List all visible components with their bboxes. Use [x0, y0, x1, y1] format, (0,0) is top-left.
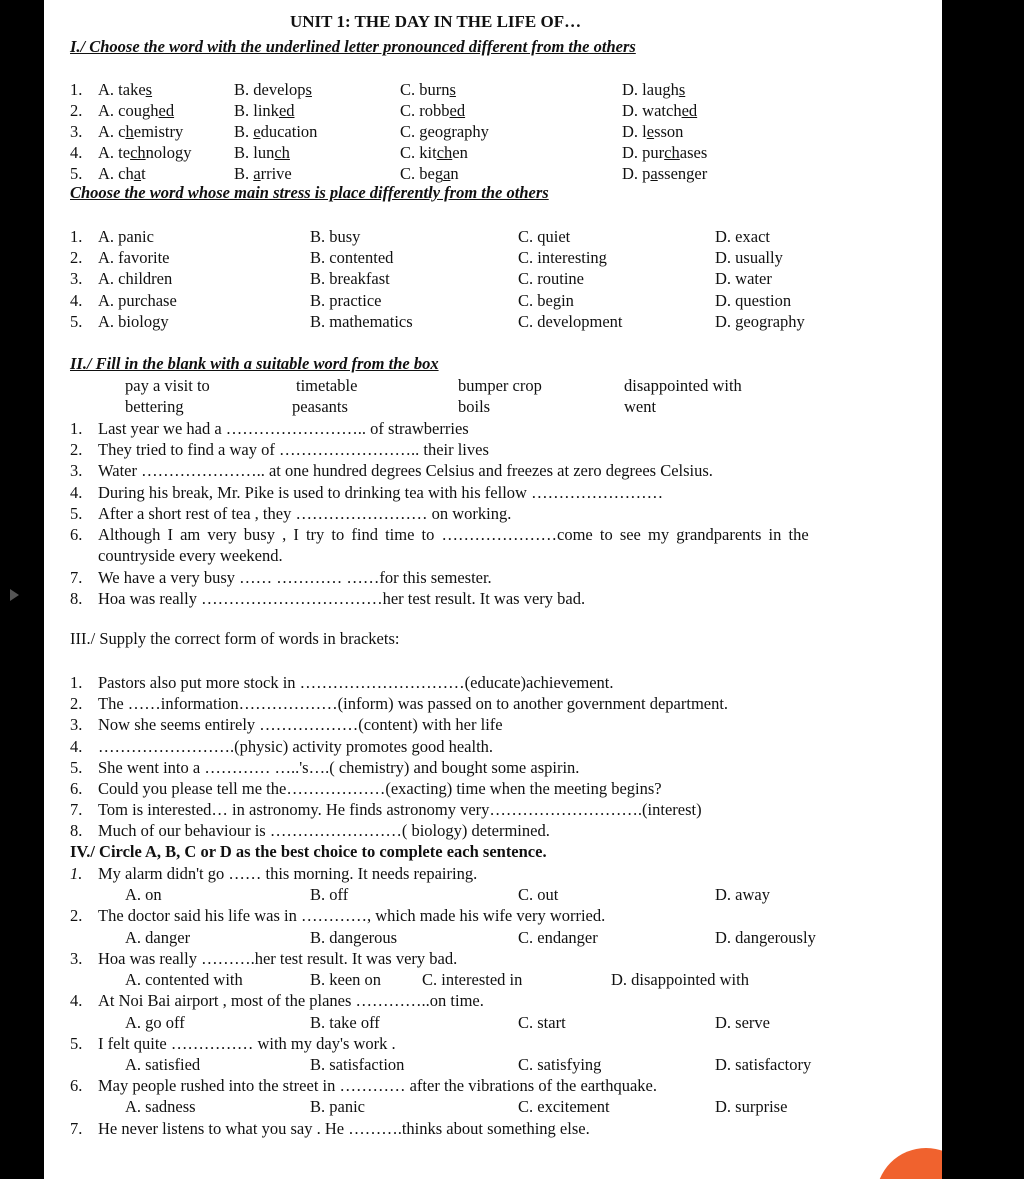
underlined-letters: ch [664, 143, 680, 162]
option-d: D. satisfactory [715, 1055, 812, 1074]
option-a: A. favorite [98, 248, 170, 267]
option-d [622, 122, 683, 142]
option-d [622, 164, 707, 184]
question-number: 8. [70, 821, 83, 840]
option-d: D. water [715, 269, 772, 288]
question-number: 2. [70, 101, 83, 120]
option-text: ases [679, 143, 708, 162]
question-text: Could you please tell me the………………(exacting) time when the meeting begins? [98, 779, 662, 798]
section5-heading: IV./ Circle A, B, C or D as the best choice to complete each sentence. [70, 842, 547, 861]
question-text: Water ………………….. at one hundred degrees Celsius and freezes at zero degrees Celsius. [98, 461, 713, 480]
option-text: ssenger [657, 164, 708, 183]
question-number: 2. [70, 694, 83, 713]
play-icon[interactable] [10, 589, 19, 601]
option-c: C. interested in [422, 970, 523, 989]
question-number: 1. [70, 419, 83, 438]
option-c: C. begin [518, 291, 574, 310]
underlined-letters: ch [274, 143, 290, 162]
option-c [400, 101, 465, 121]
underlined-letters: ed [449, 101, 466, 120]
option-c: C. out [518, 885, 559, 904]
question-number: 5. [70, 1034, 83, 1053]
box-word: disappointed with [624, 376, 742, 395]
option-text: B. [234, 164, 254, 183]
option-a: A. panic [98, 227, 154, 246]
box-word: peasants [292, 397, 348, 416]
question-number: 4. [70, 991, 83, 1010]
option-b: B. mathematics [310, 312, 413, 331]
option-b [234, 143, 290, 163]
option-b: B. practice [310, 291, 382, 310]
question-text: At Noi Bai airport , most of the planes …………..on time. [98, 991, 484, 1010]
question-number: 4. [70, 483, 83, 502]
option-d: D. usually [715, 248, 783, 267]
underlined-letters: g [419, 122, 428, 141]
question-number: 4. [70, 143, 83, 162]
option-b: B. breakfast [310, 269, 390, 288]
question-number: 6. [70, 1076, 83, 1095]
option-text: C. burn [400, 80, 450, 99]
option-text: A. ch [98, 164, 134, 183]
worksheet-page [44, 0, 942, 1179]
question-text: Hoa was really ……………………………her test result. It was very bad. [98, 589, 586, 608]
option-text: A. c [98, 122, 126, 141]
option-text: t [141, 164, 146, 183]
option-b: B. panic [310, 1097, 365, 1116]
underlined-letters: e [253, 122, 261, 141]
option-text: A. te [98, 143, 131, 162]
option-a: A. purchase [98, 291, 177, 310]
option-d: D. disappointed with [611, 970, 749, 989]
option-text: C. kit [400, 143, 437, 162]
question-number: 3. [70, 122, 83, 141]
option-c: C. endanger [518, 928, 598, 947]
question-text: The ……information………………(inform) was passed on to another government department. [98, 694, 729, 713]
option-a: A. contented with [125, 970, 243, 989]
underlined-letters: a [253, 164, 261, 183]
box-word: boils [458, 397, 491, 416]
question-number: 8. [70, 589, 83, 608]
question-text: She went into a ………… …..'s….( chemistry) and bought some aspirin. [98, 758, 580, 777]
option-d: D. away [715, 885, 770, 904]
page-title: UNIT 1: THE DAY IN THE LIFE OF… [290, 12, 582, 31]
section3-heading: II./ Fill in the blank with a suitable word from the box [70, 354, 439, 373]
option-b [234, 80, 312, 100]
option-c: C. routine [518, 269, 584, 288]
option-c: C. start [518, 1013, 566, 1032]
question-number: 1. [70, 864, 83, 883]
option-c: C. quiet [518, 227, 571, 246]
option-c: C. excitement [518, 1097, 610, 1116]
option-a [98, 143, 192, 163]
question-number: 4. [70, 291, 83, 310]
box-word: went [624, 397, 657, 416]
option-b: B. dangerous [310, 928, 398, 947]
box-word: pay a visit to [125, 376, 210, 395]
question-text: Now she seems entirely ………………(content) with her life [98, 715, 503, 734]
question-text: May people rushed into the street in ………… after the vibrations of the earthquake. [98, 1076, 658, 1095]
question-number: 6. [70, 779, 83, 798]
option-text: en [452, 143, 468, 162]
question-number: 2. [70, 248, 83, 267]
section1-heading: I./ Choose the word with the underlined letter pronounced different from the others [70, 37, 636, 56]
option-a: A. go off [125, 1013, 185, 1032]
question-number: 6. [70, 525, 83, 544]
option-b [234, 164, 292, 184]
option-a: A. biology [98, 312, 169, 331]
option-d: D. serve [715, 1013, 770, 1032]
option-d: D. surprise [715, 1097, 788, 1116]
option-text: A. take [98, 80, 146, 99]
underlined-letters: s [305, 80, 312, 99]
question-text: Hoa was really ……….her test result. It was very bad. [98, 949, 458, 968]
question-number: 4. [70, 737, 83, 756]
underlined-letters: e [646, 122, 655, 141]
option-text: n [450, 164, 459, 183]
question-text: …………………….(physic) activity promotes good health. [98, 737, 494, 756]
option-a: A. satisfied [125, 1055, 201, 1074]
underlined-letters: s [145, 80, 153, 99]
option-a: A. children [98, 269, 173, 288]
underlined-letters: ed [158, 101, 175, 120]
question-text: We have a very busy …… ………… ……for this semester. [98, 568, 492, 587]
option-text: nology [145, 143, 192, 162]
option-c [400, 143, 468, 163]
option-text: A. cough [98, 101, 159, 120]
question-number: 1. [70, 80, 83, 99]
question-number: 2. [70, 440, 83, 459]
option-a: A. danger [125, 928, 191, 947]
underlined-letters: a [443, 164, 451, 183]
underlined-letters: ed [681, 101, 698, 120]
option-b: B. satisfaction [310, 1055, 405, 1074]
box-word: timetable [296, 376, 358, 395]
question-text: Last year we had a …………………….. of strawberries [98, 419, 469, 438]
option-text: D. pur [622, 143, 665, 162]
underlined-letters: ch [130, 143, 146, 162]
option-text: C. robb [400, 101, 450, 120]
question-text: He never listens to what you say . He ……….thinks about something else. [98, 1119, 590, 1138]
option-text: D. l [622, 122, 647, 141]
option-d: D. geography [715, 312, 805, 331]
option-c: C. satisfying [518, 1055, 602, 1074]
option-text: B. link [234, 101, 279, 120]
question-text: My alarm didn't go …… this morning. It needs repairing. [98, 864, 478, 883]
question-text: Tom is interested… in astronomy. He finds astronomy very……………………….(interest) [98, 800, 702, 819]
underlined-letters: a [133, 164, 142, 183]
question-number: 7. [70, 1119, 83, 1138]
option-text: ducation [260, 122, 318, 141]
section2-heading: Choose the word whose main stress is place differently from the others [70, 183, 549, 202]
question-number: 7. [70, 800, 83, 819]
question-number: 2. [70, 906, 83, 925]
question-number: 5. [70, 312, 83, 331]
underlined-letters: h [125, 122, 134, 141]
question-text: I felt quite …………… with my day's work . [98, 1034, 396, 1053]
question-number: 3. [70, 269, 83, 288]
question-text: During his break, Mr. Pike is used to drinking tea with his fellow …………………… [98, 483, 664, 502]
question-number: 3. [70, 949, 83, 968]
option-a: A. on [125, 885, 162, 904]
option-text: D. laugh [622, 80, 679, 99]
option-text: rrive [260, 164, 292, 183]
question-number: 7. [70, 568, 83, 587]
option-text: C. beg [400, 164, 444, 183]
question-number: 5. [70, 758, 83, 777]
option-d: D. exact [715, 227, 770, 246]
option-b: B. take off [310, 1013, 380, 1032]
option-a [98, 101, 174, 121]
option-d [622, 80, 685, 100]
question-text: Pastors also put more stock in …………………………(educate)achievement. [98, 673, 614, 692]
underlined-letters: ed [278, 101, 295, 120]
corner-decoration [876, 1148, 942, 1179]
option-a: A. sadness [125, 1097, 196, 1116]
option-text: sson [654, 122, 684, 141]
option-text: emistry [133, 122, 184, 141]
option-b: B. busy [310, 227, 361, 246]
question-number: 5. [70, 504, 83, 523]
option-c: C. interesting [518, 248, 607, 267]
question-number: 1. [70, 227, 83, 246]
question-text: countryside every weekend. [98, 546, 283, 565]
question-text: After a short rest of tea , they …………………… on working. [98, 504, 512, 523]
underlined-letters: ch [436, 143, 453, 162]
option-b [234, 122, 317, 142]
option-d: D. dangerously [715, 928, 816, 947]
option-a [98, 164, 146, 184]
option-d [622, 143, 707, 163]
option-b: B. off [310, 885, 349, 904]
option-text: D. p [622, 164, 651, 183]
question-text: They tried to find a way of …………………….. their lives [98, 440, 489, 459]
box-word: bumper crop [458, 376, 542, 395]
question-number: 3. [70, 715, 83, 734]
option-c: C. development [518, 312, 623, 331]
option-a [98, 80, 152, 100]
option-text: D. watch [622, 101, 682, 120]
question-number: 5. [70, 164, 83, 183]
option-b [234, 101, 295, 121]
option-b: B. keen on [310, 970, 382, 989]
box-word: bettering [125, 397, 184, 416]
question-text: The doctor said his life was in …………, which made his wife very worried. [98, 906, 606, 925]
option-b: B. contented [310, 248, 394, 267]
option-text: B. [234, 122, 254, 141]
underlined-letters: s [449, 80, 456, 99]
question-text: Although I am very busy , I try to find time to …………………come to see my grandparents in the [98, 525, 809, 544]
section4-heading: III./ Supply the correct form of words in brackets: [70, 629, 400, 648]
option-d: D. question [715, 291, 792, 310]
option-a [98, 122, 183, 142]
option-c [400, 80, 456, 100]
question-text: Much of our behaviour is ……………………( biology) determined. [98, 821, 550, 840]
option-text: B. develop [234, 80, 306, 99]
option-c [400, 122, 489, 142]
option-c [400, 164, 459, 184]
option-d [622, 101, 697, 121]
option-text: C. [400, 122, 420, 141]
option-text: eography [427, 122, 489, 141]
underlined-letters: s [678, 80, 686, 99]
question-number: 1. [70, 673, 83, 692]
option-text: B. lun [234, 143, 275, 162]
underlined-letters: a [650, 164, 658, 183]
question-number: 3. [70, 461, 83, 480]
